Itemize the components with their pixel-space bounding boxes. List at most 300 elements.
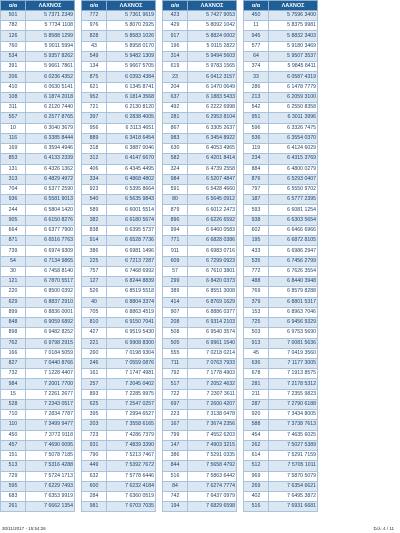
table-row <box>1 41 75 51</box>
row-number-cell: 593 <box>244 205 269 215</box>
table-row <box>1 51 75 61</box>
row-value-cell: 6 7468 6992 <box>107 266 156 276</box>
table-row <box>82 307 156 317</box>
row-value-cell: 6 0393 4384 <box>107 72 156 82</box>
row-value-cell: 7 6662 1354 <box>26 502 75 512</box>
row-number-cell: 923 <box>82 184 107 194</box>
table-row <box>244 358 318 368</box>
row-number-cell: 772 <box>82 11 107 21</box>
row-value-cell: 7 5778 6446 <box>107 471 156 481</box>
row-value-cell: 6 9059 6892 <box>26 318 75 328</box>
row-value-cell: 7 0218 0214 <box>188 348 237 358</box>
row-number-cell: 911 <box>163 246 188 256</box>
row-number-cell: 540 <box>82 195 107 205</box>
row-number-cell: 281 <box>244 379 269 389</box>
row-value-cell: 7 4903 3215 <box>188 440 237 450</box>
row-value-cell: 6 6986 2947 <box>269 246 318 256</box>
row-value-cell: 7 3772 9118 <box>26 430 75 440</box>
row-number-cell: 705 <box>82 307 107 317</box>
table-row <box>244 389 318 399</box>
row-value-cell: 7 5291 7159 <box>269 451 318 461</box>
row-number-cell: 166 <box>1 348 26 358</box>
row-value-cell: 6 9150 7041 <box>107 318 156 328</box>
row-value-cell: 6 8804 3374 <box>107 297 156 307</box>
table-row <box>244 92 318 102</box>
table-row <box>244 11 318 21</box>
table-header-row <box>244 1 318 11</box>
row-value-cell: 7 5078 7185 <box>26 451 75 461</box>
row-value-cell: 7 2343 0517 <box>26 399 75 409</box>
row-number-cell: 625 <box>82 399 107 409</box>
table-row <box>1 103 75 113</box>
table-row <box>163 164 237 174</box>
row-number-cell: 512 <box>244 461 269 471</box>
row-value-cell: 6 6466 6966 <box>269 225 318 235</box>
row-value-cell: 7 3674 2356 <box>188 420 237 430</box>
row-number-cell: 577 <box>244 41 269 51</box>
row-number-cell: 678 <box>244 369 269 379</box>
row-number-cell: 516 <box>244 502 269 512</box>
table-row <box>244 164 318 174</box>
row-number-cell: 257 <box>82 379 107 389</box>
table-row <box>82 144 156 154</box>
column-header-number: α/α <box>244 1 269 11</box>
table-row <box>1 471 75 481</box>
row-value-cell: 5 8070 2925 <box>107 21 156 31</box>
table-row <box>82 123 156 133</box>
table-row <box>82 379 156 389</box>
row-number-cell: 782 <box>1 21 26 31</box>
table-row <box>82 502 156 512</box>
table-row <box>1 307 75 317</box>
row-number-cell: 449 <box>82 461 107 471</box>
table-row <box>1 369 75 379</box>
row-value-cell: 6 7626 3554 <box>269 266 318 276</box>
table-row <box>163 430 237 440</box>
column-header-number: α/α <box>1 1 26 11</box>
row-value-cell: 6 0236 4352 <box>26 72 75 82</box>
row-number-cell: 334 <box>82 174 107 184</box>
row-value-cell: 7 2790 6188 <box>269 399 318 409</box>
table-row <box>82 277 156 287</box>
row-value-cell: 6 6150 8276 <box>26 215 75 225</box>
row-number-cell: 739 <box>1 246 26 256</box>
row-number-cell: 732 <box>1 369 26 379</box>
row-number-cell: 311 <box>1 103 26 113</box>
row-number-cell: 287 <box>244 399 269 409</box>
row-number-cell: 374 <box>244 62 269 72</box>
row-value-cell: 7 2307 3611 <box>188 389 237 399</box>
row-value-cell: 7 0081 5636 <box>269 338 318 348</box>
row-number-cell: 609 <box>163 256 188 266</box>
row-number-cell: 844 <box>163 461 188 471</box>
table-row <box>82 471 156 481</box>
table-row <box>82 103 156 113</box>
row-number-cell: 299 <box>163 277 188 287</box>
row-value-cell: 6 6001 5514 <box>107 205 156 215</box>
row-value-cell: 7 0419 3560 <box>269 348 318 358</box>
table-row <box>244 492 318 502</box>
table-row <box>163 184 237 194</box>
table-header-row <box>1 1 75 11</box>
row-value-cell: 5 7371 2349 <box>26 11 75 21</box>
row-number-cell: 313 <box>1 174 26 184</box>
table-row <box>163 451 237 461</box>
row-number-cell: 772 <box>244 266 269 276</box>
row-number-cell: 913 <box>244 338 269 348</box>
row-value-cell: 7 5291 0335 <box>188 451 237 461</box>
row-number-cell: 549 <box>82 51 107 61</box>
row-number-cell: 981 <box>82 502 107 512</box>
table-row <box>82 21 156 31</box>
row-value-cell: 7 2052 4632 <box>188 379 237 389</box>
table-row <box>1 21 75 31</box>
row-number-cell: 969 <box>244 471 269 481</box>
row-number-cell: 697 <box>163 399 188 409</box>
results-table <box>243 0 318 512</box>
row-value-cell: 6 1345 8741 <box>107 82 156 92</box>
table-row <box>244 62 318 72</box>
row-number-cell: 131 <box>1 164 26 174</box>
row-value-cell: 6 2130 8120 <box>107 103 156 113</box>
table-row <box>82 195 156 205</box>
row-value-cell: 6 9314 2103 <box>188 318 237 328</box>
row-value-cell: 6 4868 4802 <box>107 174 156 184</box>
table-row <box>1 225 75 235</box>
table-row <box>1 287 75 297</box>
row-value-cell: 6 4315 3769 <box>269 154 318 164</box>
row-number-cell: 450 <box>1 430 26 440</box>
row-number-cell: 721 <box>82 103 107 113</box>
table-row <box>163 420 237 430</box>
row-number-cell: 936 <box>1 195 26 205</box>
table-row <box>163 246 237 256</box>
table-column-1 <box>0 0 75 512</box>
row-value-cell: 7 1228 4407 <box>26 369 75 379</box>
row-number-cell: 664 <box>1 225 26 235</box>
table-row <box>1 420 75 430</box>
row-number-cell: 284 <box>82 492 107 502</box>
row-value-cell: 7 0559 0876 <box>107 358 156 368</box>
row-value-cell: 6 6377 7900 <box>26 225 75 235</box>
row-number-cell: 234 <box>244 154 269 164</box>
row-value-cell: 7 1177 3005 <box>269 358 318 368</box>
row-number-cell: 984 <box>163 174 188 184</box>
row-number-cell: 80 <box>163 195 188 205</box>
row-number-cell: 945 <box>244 31 269 41</box>
row-number-cell: 194 <box>163 502 188 512</box>
table-row <box>163 328 237 338</box>
table-row <box>1 297 75 307</box>
row-number-cell: 636 <box>244 358 269 368</box>
table-row <box>163 461 237 471</box>
table-row <box>1 399 75 409</box>
table-row <box>82 113 156 123</box>
row-value-cell: 5 7596 3400 <box>269 11 318 21</box>
table-row <box>244 297 318 307</box>
row-number-cell: 951 <box>244 113 269 123</box>
row-value-cell: 6 3385 8444 <box>26 133 75 143</box>
row-value-cell: 6 6981 1496 <box>107 246 156 256</box>
row-number-cell: 516 <box>163 471 188 481</box>
row-number-cell: 917 <box>163 31 188 41</box>
table-row <box>163 11 237 21</box>
row-number-cell: 557 <box>1 113 26 123</box>
row-value-cell: 7 5316 4288 <box>26 461 75 471</box>
row-number-cell: 206 <box>1 72 26 82</box>
row-value-cell: 6 5635 9843 <box>107 195 156 205</box>
row-number-cell: 312 <box>82 154 107 164</box>
row-value-cell: 7 0198 9304 <box>107 348 156 358</box>
row-number-cell: 151 <box>1 451 26 461</box>
table-row <box>163 31 237 41</box>
table-row <box>244 133 318 143</box>
row-value-cell: 7 5658 4792 <box>188 461 237 471</box>
row-number-cell: 582 <box>163 154 188 164</box>
row-value-cell: 6 7213 7287 <box>107 256 156 266</box>
row-number-cell: 848 <box>1 318 26 328</box>
table-row <box>82 410 156 420</box>
table-row <box>163 51 237 61</box>
table-row <box>244 348 318 358</box>
row-value-cell: 5 9845 8411 <box>269 62 318 72</box>
table-row <box>163 287 237 297</box>
table-row <box>244 51 318 61</box>
row-value-cell: 6 9519 5430 <box>107 328 156 338</box>
row-number-cell: 757 <box>82 266 107 276</box>
row-number-cell: 799 <box>163 430 188 440</box>
table-row <box>1 348 75 358</box>
row-number-cell: 588 <box>244 420 269 430</box>
row-number-cell: 402 <box>244 492 269 502</box>
row-number-cell: 994 <box>163 225 188 235</box>
row-number-cell: 492 <box>163 103 188 113</box>
row-value-cell: 5 8588 1299 <box>26 31 75 41</box>
row-number-cell: 898 <box>1 328 26 338</box>
row-number-cell: 602 <box>244 225 269 235</box>
table-row <box>82 205 156 215</box>
row-number-cell: 827 <box>1 358 26 368</box>
table-row <box>244 410 318 420</box>
table-row <box>244 215 318 225</box>
row-number-cell: 433 <box>244 246 269 256</box>
row-value-cell: 6 9908 8300 <box>107 338 156 348</box>
row-value-cell: 7 6703 7035 <box>107 502 156 512</box>
table-row <box>163 440 237 450</box>
row-value-cell: 7 5213 7467 <box>107 451 156 461</box>
table-row <box>82 451 156 461</box>
table-row <box>1 440 75 450</box>
table-row <box>82 82 156 92</box>
table-row <box>163 307 237 317</box>
row-value-cell: 6 5804 1420 <box>26 205 75 215</box>
table-row <box>1 195 75 205</box>
table-row <box>1 144 75 154</box>
row-value-cell: 5 8375 9981 <box>269 21 318 31</box>
table-row <box>82 297 156 307</box>
row-number-cell: 884 <box>244 164 269 174</box>
table-column-3 <box>162 0 237 512</box>
row-value-cell: 7 2285 9975 <box>107 389 156 399</box>
row-value-cell: 6 6460 0583 <box>188 225 237 235</box>
table-row <box>82 154 156 164</box>
table-row <box>163 144 237 154</box>
row-value-cell: 5 7361 9619 <box>107 11 156 21</box>
table-row <box>244 471 318 481</box>
row-value-cell: 6 5550 9702 <box>269 184 318 194</box>
row-number-cell: 286 <box>244 82 269 92</box>
row-number-cell: 23 <box>163 72 188 82</box>
table-row <box>244 184 318 194</box>
row-number-cell: 221 <box>82 338 107 348</box>
row-value-cell: 7 2355 9823 <box>269 389 318 399</box>
row-number-cell: 505 <box>163 338 188 348</box>
row-number-cell: 269 <box>244 481 269 491</box>
row-number-cell: 161 <box>82 369 107 379</box>
row-value-cell: 5 8832 3403 <box>269 31 318 41</box>
row-number-cell: 725 <box>244 318 269 328</box>
row-number-cell: 729 <box>1 471 26 481</box>
row-number-cell: 389 <box>163 287 188 297</box>
row-number-cell: 637 <box>163 92 188 102</box>
row-number-cell: 600 <box>82 481 107 491</box>
row-value-cell: 7 6354 6621 <box>269 481 318 491</box>
row-number-cell: 10 <box>1 123 26 133</box>
row-value-cell: 6 8963 7046 <box>269 307 318 317</box>
table-row <box>163 471 237 481</box>
row-number-cell: 11 <box>244 21 269 31</box>
row-value-cell: 6 9798 2915 <box>26 338 75 348</box>
table-row <box>1 11 75 21</box>
table-row <box>1 236 75 246</box>
row-number-cell: 208 <box>163 318 188 328</box>
row-value-cell: 7 6353 9919 <box>26 492 75 502</box>
table-row <box>163 318 237 328</box>
row-value-cell: 7 2261 2677 <box>26 389 75 399</box>
row-number-cell: 386 <box>163 451 188 461</box>
row-value-cell: 6 8886 0377 <box>188 307 237 317</box>
table-row <box>163 123 237 133</box>
table-row <box>82 440 156 450</box>
table-row <box>82 133 156 143</box>
row-value-cell: 6 5395 8664 <box>107 184 156 194</box>
row-number-cell: 410 <box>1 82 26 92</box>
row-number-cell: 15 <box>1 389 26 399</box>
table-row <box>82 399 156 409</box>
row-value-cell: 5 8092 1042 <box>188 21 237 31</box>
row-value-cell: 6 8500 0392 <box>26 287 75 297</box>
row-value-cell: 6 4053 4965 <box>188 144 237 154</box>
column-header-value: ΛΑΧΝΟΣ <box>269 1 318 11</box>
row-number-cell: 211 <box>244 389 269 399</box>
row-number-cell: 169 <box>1 144 26 154</box>
row-number-cell: 488 <box>244 277 269 287</box>
row-value-cell: 6 8551 3008 <box>188 287 237 297</box>
row-number-cell: 931 <box>82 440 107 450</box>
row-value-cell: 7 1747 4981 <box>107 369 156 379</box>
row-value-cell: 7 2045 0402 <box>107 379 156 389</box>
row-number-cell: 119 <box>244 144 269 154</box>
table-row <box>1 123 75 133</box>
row-value-cell: 5 8824 0002 <box>188 31 237 41</box>
row-number-cell: 220 <box>1 287 26 297</box>
row-number-cell: 423 <box>163 11 188 21</box>
row-value-cell: 5 7427 9053 <box>188 11 237 21</box>
table-row <box>82 430 156 440</box>
row-number-cell: 871 <box>1 236 26 246</box>
column-header-value: ΛΑΧΝΟΣ <box>107 1 156 11</box>
row-number-cell: 187 <box>244 195 269 205</box>
table-row <box>82 51 156 61</box>
table-row <box>82 338 156 348</box>
row-value-cell: 7 3499 9477 <box>26 420 75 430</box>
table-row <box>82 318 156 328</box>
table-row <box>244 144 318 154</box>
row-number-cell: 513 <box>1 461 26 471</box>
table-row <box>244 266 318 276</box>
row-value-cell: 6 5428 4660 <box>188 184 237 194</box>
row-number-cell: 213 <box>244 92 269 102</box>
row-value-cell: 7 5724 1713 <box>26 471 75 481</box>
row-value-cell: 6 4829 4972 <box>26 174 75 184</box>
row-number-cell: 127 <box>82 277 107 287</box>
row-number-cell: 406 <box>82 164 107 174</box>
row-number-cell: 589 <box>82 205 107 215</box>
table-row <box>244 195 318 205</box>
table-header-row <box>82 1 156 11</box>
row-number-cell: 84 <box>163 481 188 491</box>
row-value-cell: 7 2994 6527 <box>107 410 156 420</box>
row-number-cell: 391 <box>1 62 26 72</box>
table-row <box>1 246 75 256</box>
table-row <box>244 256 318 266</box>
row-value-cell: 6 3305 2637 <box>188 123 237 133</box>
row-value-cell: 5 9482 1309 <box>107 51 156 61</box>
table-row <box>163 205 237 215</box>
row-value-cell: 6 8579 8288 <box>269 287 318 297</box>
row-number-cell: 542 <box>244 103 269 113</box>
row-value-cell: 6 2550 8358 <box>269 103 318 113</box>
row-value-cell: 6 2953 8104 <box>188 113 237 123</box>
table-row <box>163 379 237 389</box>
row-number-cell: 395 <box>82 410 107 420</box>
row-number-cell: 126 <box>1 31 26 41</box>
row-value-cell: 6 9961 1540 <box>188 338 237 348</box>
table-row <box>244 277 318 287</box>
row-value-cell: 7 6274 7774 <box>188 481 237 491</box>
row-value-cell: 6 6872 8105 <box>269 236 318 246</box>
table-row <box>163 21 237 31</box>
table-row <box>1 62 75 72</box>
table-row <box>244 328 318 338</box>
table-row <box>163 481 237 491</box>
row-value-cell: 7 1778 4903 <box>188 369 237 379</box>
row-value-cell: 6 7456 2799 <box>269 256 318 266</box>
row-number-cell: 261 <box>1 502 26 512</box>
row-value-cell: 7 0763 7933 <box>188 358 237 368</box>
row-value-cell: 7 4552 6203 <box>188 430 237 440</box>
row-number-cell: 838 <box>82 225 107 235</box>
row-value-cell: 7 6360 0519 <box>107 492 156 502</box>
table-row <box>1 338 75 348</box>
row-number-cell: 555 <box>163 348 188 358</box>
row-value-cell: 6 8837 2910 <box>26 297 75 307</box>
row-value-cell: 5 9011 5994 <box>26 41 75 51</box>
row-value-cell: 6 5581 9013 <box>26 195 75 205</box>
row-number-cell: 501 <box>1 11 26 21</box>
row-value-cell: 6 7458 8140 <box>26 266 75 276</box>
row-number-cell: 526 <box>82 287 107 297</box>
